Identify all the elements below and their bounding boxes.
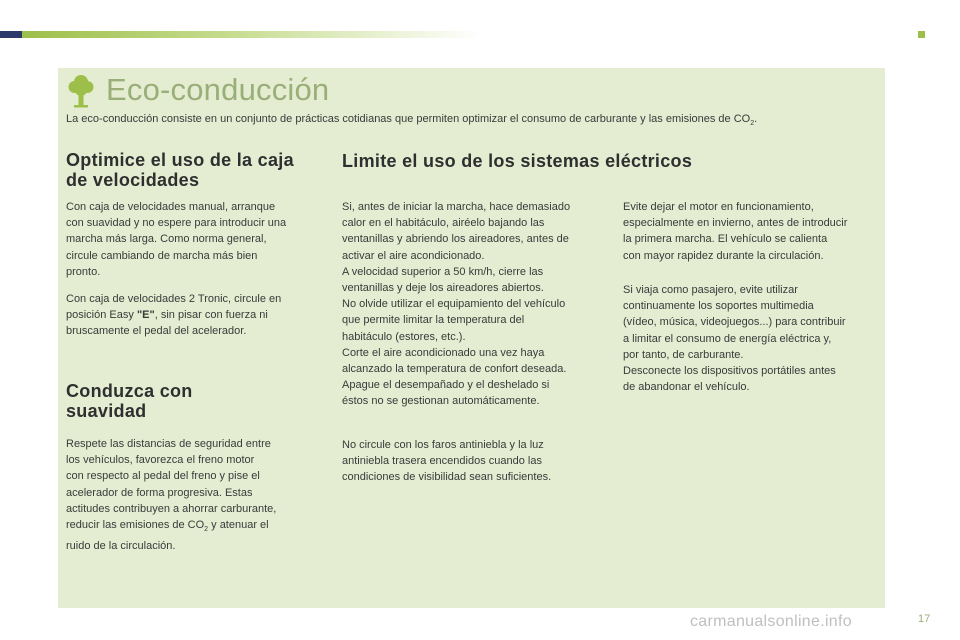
electrical-para-foglights: No circule con los faros antiniebla y la luz antiniebla trasera encendidos cuando las condiciones de visibilidad sean suficientes. — [342, 439, 552, 484]
watermark: carmanualsonline.info — [690, 613, 852, 630]
page-title: Eco-conducción — [106, 72, 330, 107]
intro-text: La eco-conducción consiste en un conjunto de prácticas cotidianas que permiten optimizar el consumo de carburante y las emisiones de $CO_2$. — [66, 113, 758, 128]
page-number: 17 — [918, 613, 931, 625]
heading-smooth-driving: Conduzca con suavidad — [66, 381, 193, 421]
heading-gearbox: Optimice el uso de la caja de velocidades — [66, 150, 294, 190]
gearbox-para-manual: Con caja de velocidades manual, arranque con suavidad y no espere para introducir una marcha más larga. Como norma general, circule cambiando de marcha más bien pronto. — [66, 201, 287, 278]
tree-icon — [67, 74, 95, 108]
heading-electrical: Limite el uso de los sistemas eléctricos — [342, 151, 693, 171]
header-bar-gradient — [22, 31, 482, 38]
header-bar-dark — [0, 31, 22, 38]
gearbox-para-tronic: Con caja de velocidades 2 Tronic, circule en posición Easy "E", sin pisar con fuerza ni bruscamente el pedal del acelerador. — [66, 293, 282, 338]
electrical-para-aircon: Si, antes de iniciar la marcha, hace demasiado calor en el habitáculo, airéelo bajando las ventanillas y abriendo los aireadores, antes de activar el aire acondicionado. A velocidad superior a 50 km/h, cierre las ventanillas y deje los aireadores abiertos. No olvide utilizar el equipamiento del vehículo que permite limitar la temperatura del habitáculo (estores, etc.). Corte el aire acondicionado una vez haya alcanzado la temperatura de confort deseada. Apague el desempañado y el deshelado si éstos no se gestionan automáticamente. — [342, 201, 571, 408]
electrical-para-engine-idle: Evite dejar el motor en funcionamiento, especialmente en invierno, antes de introducir la primera marcha. El vehículo se calienta con mayor rapidez durante la circulación. — [623, 201, 848, 262]
electrical-para-multimedia: Si viaja como pasajero, evite utilizar continuamente los soportes multimedia (vídeo, música, videojuegos...) para contribuir a limitar el consumo de energía eléctrica y, por tanto, de carburante. Desconecte los dispositivos portátiles antes de abandonar el vehículo. — [623, 284, 846, 394]
smooth-driving-para: Respete las distancias de seguridad entre los vehículos, favorezca el freno motor con respecto al pedal del freno y pise el acelerador de forma progresiva. Estas actitudes contribuyen a ahorrar carburante, reducir las emisiones de $CO_2$ y atenuar el ruido de la circulación. — [66, 438, 277, 553]
corner-marker — [918, 31, 925, 38]
